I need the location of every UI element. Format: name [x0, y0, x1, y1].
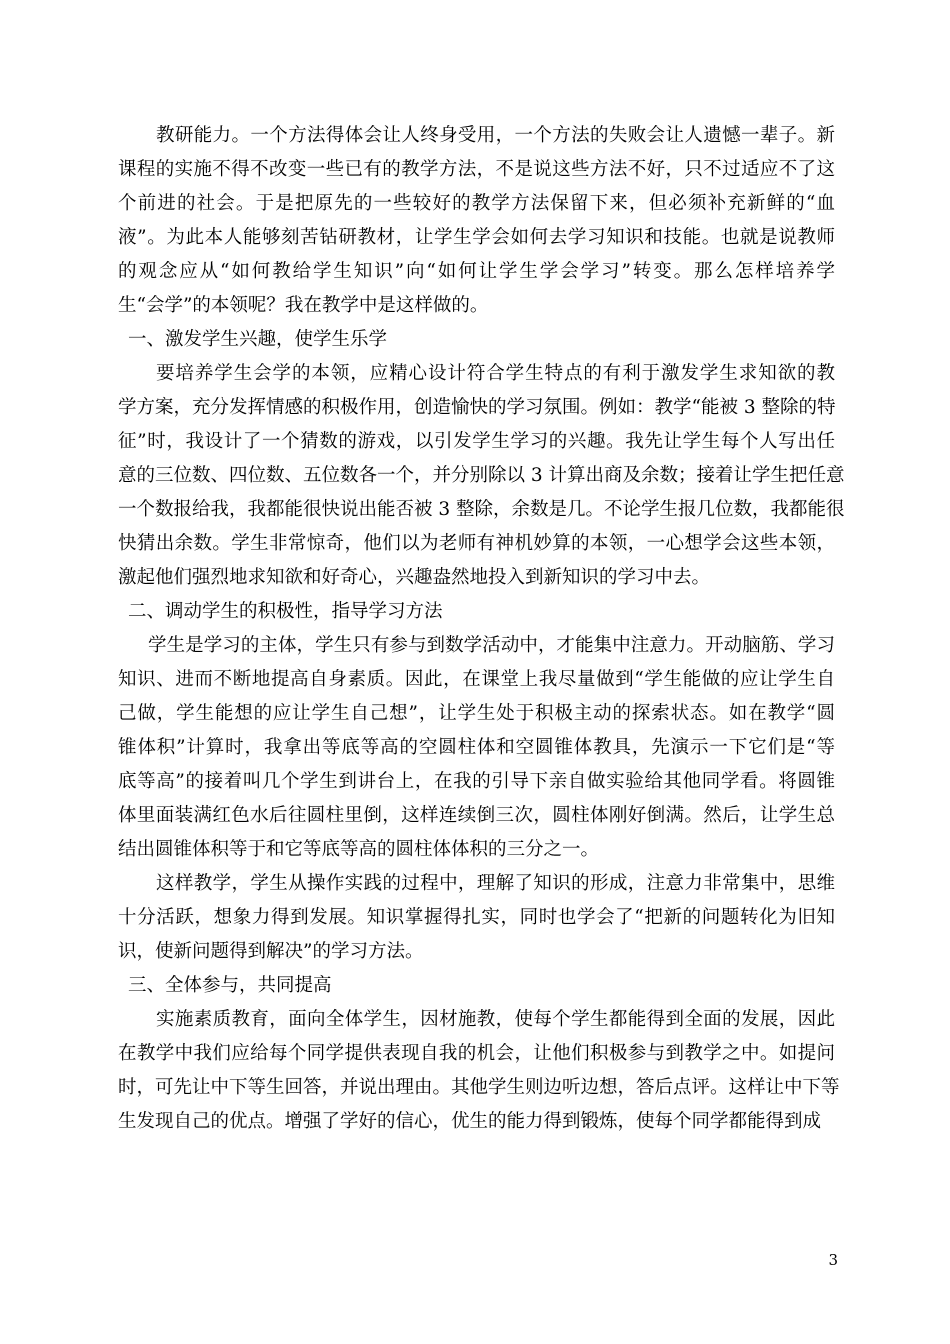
text-line: 知识、进而不断地提高自身素质。因此，在课堂上我尽量做到“学生能做的应让学生自	[118, 669, 835, 690]
text-line: 生“会学”的本领呢？我在教学中是这样做的。	[118, 295, 489, 316]
heading-text: 二、调动学生的积极性，指导学习方法	[128, 601, 443, 622]
text-line: 个前进的社会。于是把原先的一些较好的教学方法保留下来，但必须补充新鲜的“血	[118, 193, 835, 214]
heading-text: 一、激发学生兴趣，使学生乐学	[128, 329, 388, 350]
section-heading	[118, 595, 835, 629]
paragraph	[118, 357, 845, 595]
text-line: 学生是学习的主体，学生只有参与到数学活动中，才能集中注意力。开动脑筋、学习	[148, 635, 835, 656]
text-line: 意的三位数、四位数、五位数各一个，并分别除以 3 计算出商及余数；接着让学生把任意	[118, 465, 845, 486]
text-line: 锥体积”计算时，我拿出等底等高的空圆柱体和空圆锥体教具，先演示一下它们是“等	[118, 737, 835, 758]
paragraph	[118, 867, 835, 969]
text-line: 激起他们强烈地求知欲和好奇心，兴趣盎然地投入到新知识的学习中去。	[118, 567, 711, 588]
text-line: 体里面装满红色水后往圆柱里倒，这样连续倒三次，圆柱体刚好倒满。然后，让学生总	[118, 805, 835, 826]
section-heading	[118, 323, 835, 357]
text-line: 学方案，充分发挥情感的积极作用，创造愉快的学习氛围。例如：教学“能被 3 整除的特	[118, 397, 836, 418]
text-line: 一个数报给我，我都能很快说出能否被 3 整除，余数是几。不论学生报几位数，我都能很	[118, 499, 845, 520]
text-line: 液”。为此本人能够刻苦钻研教材，让学生学会如何去学习知识和技能。也就是说教师	[118, 227, 835, 248]
paragraph	[118, 629, 835, 867]
section-heading	[118, 969, 835, 1003]
paragraph	[118, 119, 835, 323]
text-line: 十分活跃，想象力得到发展。知识掌握得扎实，同时也学会了“把新的问题转化为旧知	[118, 907, 835, 928]
paragraph	[118, 1003, 840, 1139]
text-line: 结出圆锥体积等于和它等底等高的圆柱体体积的三分之一。	[118, 839, 600, 860]
heading-text: 三、全体参与，共同提高	[128, 975, 332, 996]
text-line: 要培养学生会学的本领，应精心设计符合学生特点的有利于激发学生求知欲的教	[156, 363, 835, 384]
text-line: 时，可先让中下等生回答，并说出理由。其他学生则边听边想，答后点评。这样让中下等	[118, 1077, 840, 1098]
document-body	[118, 119, 845, 1139]
text-line: 快猜出余数。学生非常惊奇，他们以为老师有神机妙算的本领，一心想学会这些本领，	[118, 533, 835, 554]
text-line: 识，使新问题得到解决”的学习方法。	[118, 941, 424, 962]
text-line: 在教学中我们应给每个同学提供表现自我的机会，让他们积极参与到教学之中。如提问	[118, 1043, 835, 1064]
text-line: 教研能力。一个方法得体会让人终身受用，一个方法的失败会让人遗憾一辈子。新	[156, 125, 835, 146]
text-line: 课程的实施不得不改变一些已有的教学方法，不是说这些方法不好，只不过适应不了这	[118, 159, 835, 180]
page-number: 3	[828, 1251, 838, 1269]
text-line: 征”时，我设计了一个猜数的游戏，以引发学生学习的兴趣。我先让学生每个人写出任	[118, 431, 835, 452]
text-line: 己做，学生能想的应让学生自己想”，让学生处于积极主动的探索状态。如在教学“圆	[118, 703, 835, 724]
text-line: 实施素质教育，面向全体学生，因材施教，使每个学生都能得到全面的发展，因此	[156, 1009, 835, 1030]
text-line: 底等高”的接着叫几个学生到讲台上，在我的引导下亲自做实验给其他同学看。将圆锥	[118, 771, 835, 792]
text-line: 的观念应从“如何教给学生知识”向“如何让学生学会学习”转变。那么怎样培养学	[118, 261, 835, 282]
text-line: 生发现自己的优点。增强了学好的信心，优生的能力得到锻炼，使每个同学都能得到成	[118, 1111, 822, 1132]
text-line: 这样教学，学生从操作实践的过程中，理解了知识的形成，注意力非常集中，思维	[156, 873, 835, 894]
